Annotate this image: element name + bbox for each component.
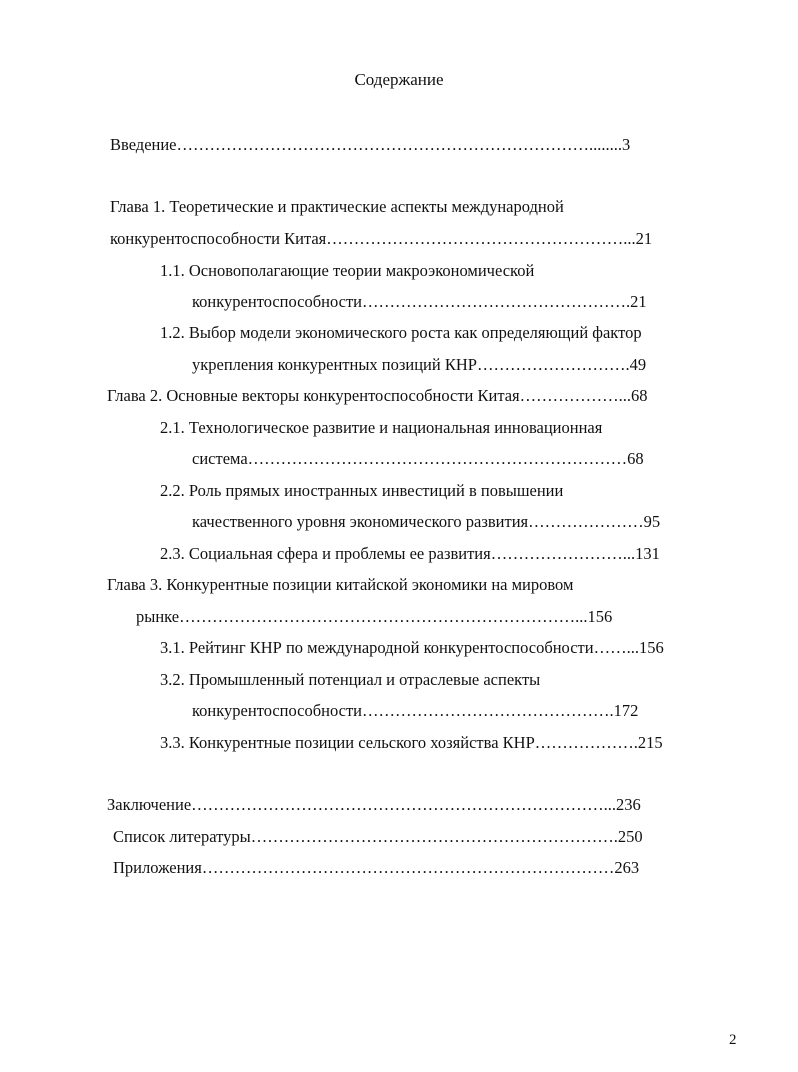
toc-entry-section-3-3: 3.3. Конкурентные позиции сельского хозяйства КНР……………….215 <box>160 733 663 752</box>
toc-entry-chapter-3: Глава 3. Конкурентные позиции китайской экономики на мировом <box>107 575 574 594</box>
toc-entry-section-2-2: 2.2. Роль прямых иностранных инвестиций в повышении <box>160 481 564 500</box>
toc-entry-chapter-1-cont: конкурентоспособности Китая………………………………………………...21 <box>110 229 653 248</box>
toc-entry-section-1-2: 1.2. Выбор модели экономического роста как определяющий фактор <box>160 323 642 342</box>
toc-entry-section-1-1: 1.1. Основополагающие теории макроэкономической <box>160 261 535 280</box>
toc-entry-chapter-2: Глава 2. Основные векторы конкурентоспособности Китая………………...68 <box>107 386 648 405</box>
toc-entry-section-3-1: 3.1. Рейтинг КНР по международной конкурентоспособности……...156 <box>160 638 664 657</box>
toc-entry-introduction: Введение…………………………………………………………………........3 <box>110 135 631 154</box>
toc-entry-section-3-2: 3.2. Промышленный потенциал и отраслевые аспекты <box>160 670 541 689</box>
toc-entry-section-2-3: 2.3. Социальная сфера и проблемы ее развития……………………...131 <box>160 544 660 563</box>
toc-entry-conclusion: Заключение…………………………………………………………………...236 <box>107 795 641 814</box>
toc-entry-section-1-2-cont: укрепления конкурентных позиций КНР……………………….49 <box>192 355 647 374</box>
toc-entry-section-1-1-cont: конкурентоспособности………………………………………….21 <box>192 292 647 311</box>
toc-entry-chapter-3-cont: рынке………………………………………………………………...156 <box>136 607 613 626</box>
toc-entry-bibliography: Список литературы………………………………………………………….250 <box>113 827 643 846</box>
toc-entry-chapter-1: Глава 1. Теоретические и практические аспекты международной <box>110 197 564 216</box>
toc-entry-appendices: Приложения…………………………………………………………………263 <box>113 858 640 877</box>
toc-title: Содержание <box>354 70 444 89</box>
toc-entry-section-3-2-cont: конкурентоспособности……………………………………….172 <box>192 701 639 720</box>
toc-entry-section-2-1: 2.1. Технологическое развитие и национальная инновационная <box>160 418 603 437</box>
toc-entry-section-2-1-cont: система……………………………………………………………68 <box>192 449 644 468</box>
page-number: 2 <box>729 1032 737 1048</box>
toc-entry-section-2-2-cont: качественного уровня экономического развития…………………95 <box>192 512 661 531</box>
